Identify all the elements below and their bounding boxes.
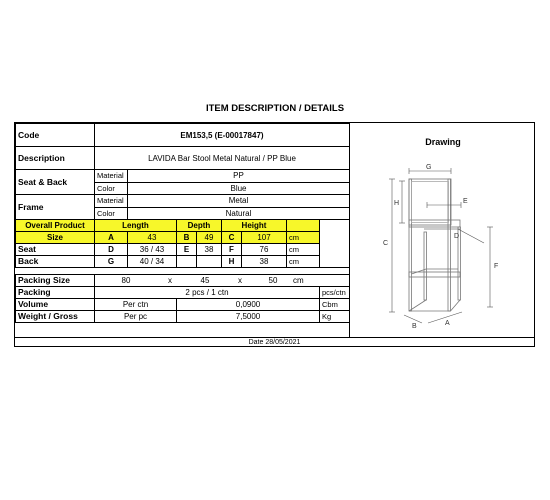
- frame-material-row: [16, 195, 350, 208]
- back-unit: cm: [287, 256, 320, 268]
- page-title: ITEM DESCRIPTION / DETAILS: [205, 103, 345, 114]
- weight-unit: Kg: [320, 311, 350, 323]
- c-value: 107: [242, 232, 287, 244]
- frame-color-label: Color: [95, 207, 128, 220]
- drawing-label-a: A: [445, 320, 450, 327]
- frame-label: Frame: [16, 195, 95, 220]
- overall-unit: cm: [287, 232, 320, 244]
- drawing-label-c: C: [383, 240, 389, 247]
- length-header: Length: [95, 220, 177, 232]
- frame-color: Natural: [128, 207, 350, 220]
- drawing-label-d: D: [454, 233, 460, 240]
- packing-label: Packing: [16, 287, 95, 299]
- d-label: D: [95, 244, 128, 256]
- drawing-label-e: E: [463, 198, 468, 205]
- weight-value: 7,5000: [177, 311, 320, 323]
- e-value: 38: [197, 244, 222, 256]
- date-footer: Date 28/05/2021: [15, 337, 534, 348]
- seat-unit: cm: [287, 244, 320, 256]
- f-value: 76: [242, 244, 287, 256]
- drawing-panel: [349, 123, 536, 337]
- spec-sheet: [14, 122, 535, 347]
- volume-label: Volume: [16, 299, 95, 311]
- g-label: G: [95, 256, 128, 268]
- a-label: A: [95, 232, 128, 244]
- drawing-label-f: F: [494, 263, 499, 270]
- seat-back-material-row: [16, 170, 350, 183]
- d-value: 36 / 43: [128, 244, 177, 256]
- h-value: 38: [242, 256, 287, 268]
- e-label: E: [177, 244, 197, 256]
- seat-back-color: Blue: [128, 182, 350, 195]
- packing-x2: x: [238, 276, 242, 285]
- spec-table: [15, 123, 350, 323]
- b-label: B: [177, 232, 197, 244]
- volume-value: 0,0900: [177, 299, 320, 311]
- seat-label: Seat: [16, 244, 95, 256]
- back-row: [16, 256, 350, 268]
- packing-size-label: Packing Size: [16, 275, 95, 287]
- c-label: C: [222, 232, 242, 244]
- b-value: 49: [197, 232, 222, 244]
- volume-unit: Cbm: [320, 299, 350, 311]
- description-value: LAVIDA Bar Stool Metal Natural / PP Blue: [95, 147, 350, 170]
- code-label: Code: [16, 124, 95, 147]
- volume-row: [16, 299, 350, 311]
- weight-label: Weight / Gross: [16, 311, 95, 323]
- packing-size-row: [16, 275, 350, 287]
- depth-header: Depth: [177, 220, 222, 232]
- description-row: [16, 147, 350, 170]
- drawing-label-g: G: [426, 164, 432, 171]
- packing-value: 2 pcs / 1 ctn: [95, 287, 320, 299]
- f-label: F: [222, 244, 242, 256]
- frame-material: Metal: [128, 195, 350, 208]
- overall-size-row: [16, 232, 350, 244]
- seat-row: [16, 244, 350, 256]
- back-label: Back: [16, 256, 95, 268]
- size-label: Size: [16, 232, 95, 244]
- frame-material-label: Material: [95, 195, 128, 208]
- packing-length: 80: [121, 276, 131, 285]
- drawing-label-b: B: [412, 323, 417, 330]
- weight-per: Per pc: [95, 311, 177, 323]
- packing-width: 45: [200, 276, 210, 285]
- packing-size-unit: cm: [293, 276, 304, 285]
- seat-back-material-label: Material: [95, 170, 128, 183]
- code-value: EM153,5 (E-00017847): [95, 124, 350, 147]
- packing-x1: x: [168, 276, 172, 285]
- a-value: 43: [128, 232, 177, 244]
- seat-back-color-label: Color: [95, 182, 128, 195]
- overall-product-label: Overall Product: [16, 220, 95, 232]
- packing-height: 50: [268, 276, 278, 285]
- dimension-header-row: [16, 220, 350, 232]
- weight-row: [16, 311, 350, 323]
- description-label: Description: [16, 147, 95, 170]
- g-value: 40 / 34: [128, 256, 177, 268]
- volume-per: Per ctn: [95, 299, 177, 311]
- height-header: Height: [222, 220, 287, 232]
- drawing-title: Drawing: [425, 137, 461, 147]
- seat-back-label: Seat & Back: [16, 170, 95, 195]
- stool-drawing: [350, 157, 536, 337]
- code-row: [16, 124, 350, 147]
- seat-back-material: PP: [128, 170, 350, 183]
- packing-unit: pcs/ctn: [320, 287, 350, 299]
- h-label: H: [222, 256, 242, 268]
- drawing-label-h: H: [394, 200, 400, 207]
- packing-row: [16, 287, 350, 299]
